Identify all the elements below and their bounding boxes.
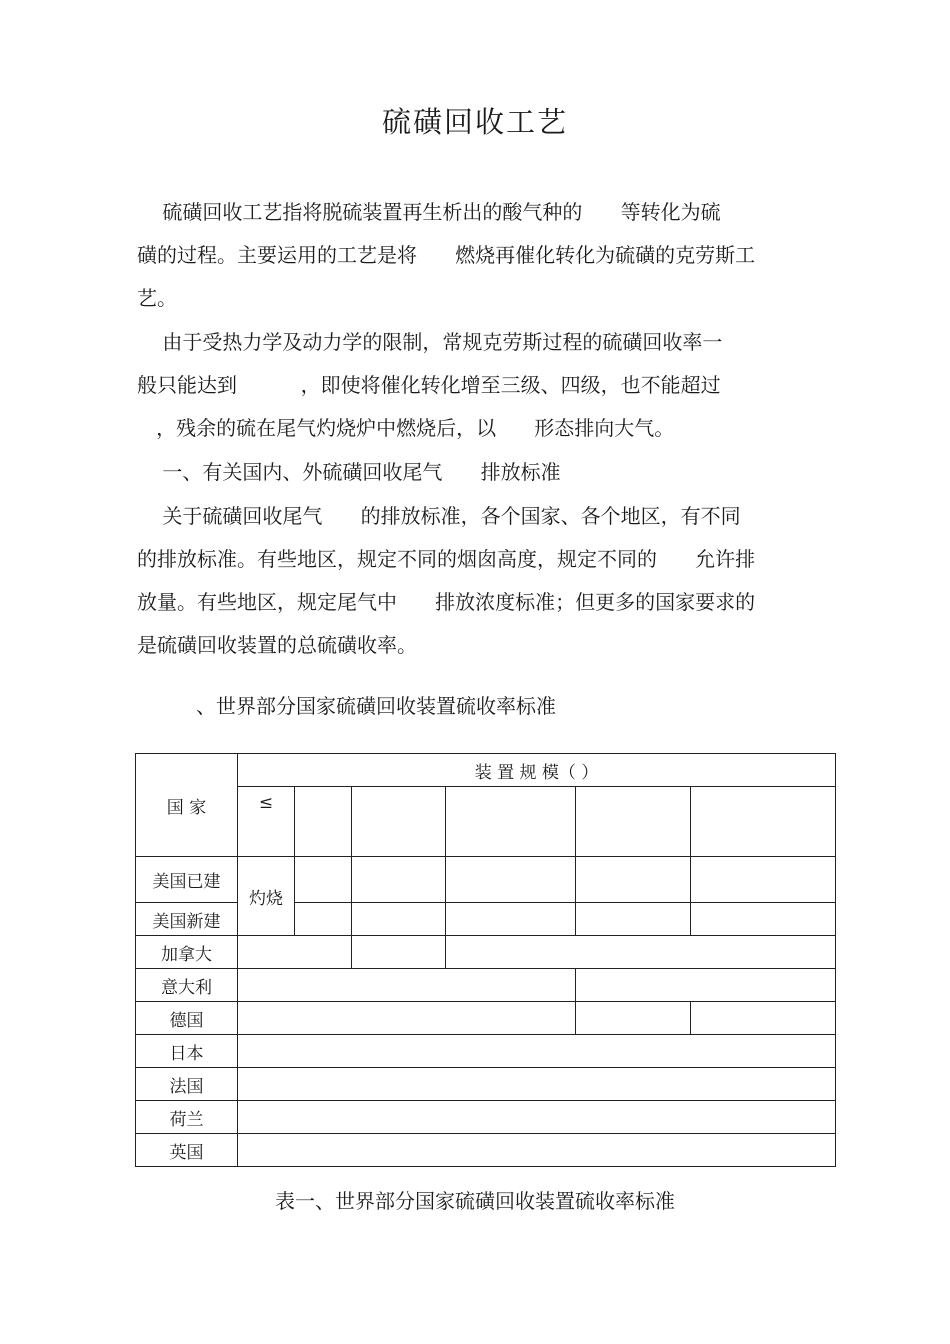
country-cell: 日本	[136, 1035, 238, 1068]
paragraph-line: 艺。	[137, 286, 177, 310]
table-cell	[576, 969, 836, 1002]
country-cell: 意大利	[136, 969, 238, 1002]
paragraph-line: 由于受热力学及动力学的限制，常规克劳斯过程的硫磺回收率一	[137, 330, 723, 354]
country-cell: 美国新建	[136, 903, 238, 936]
table-cell	[446, 787, 576, 857]
paragraph-line: 关于硫磺回收尾气 的排放标准，各个国家、各个地区，有不同	[137, 504, 741, 528]
table-cell	[238, 936, 352, 969]
table-cell	[446, 903, 576, 936]
paragraph-line: 一、有关国内、外硫磺回收尾气 排放标准	[137, 460, 561, 484]
table-cell	[576, 903, 691, 936]
table-cell	[691, 787, 836, 857]
country-cell: 美国已建	[136, 857, 238, 903]
paragraph-line: ，残余的硫在尾气灼烧炉中燃烧后，以 形态排向大气。	[137, 416, 675, 440]
country-cell: 英国	[136, 1134, 238, 1167]
table-cell	[576, 787, 691, 857]
country-cell: 法国	[136, 1068, 238, 1101]
country-header-cell: 国 家	[136, 754, 238, 857]
table-cell	[238, 1101, 836, 1134]
table-cell	[295, 857, 352, 903]
burn-label-cell: 灼烧	[238, 857, 295, 936]
paragraph-line: 放量。有些地区，规定尾气中 排放浓度标准；但更多的国家要求的	[137, 590, 756, 614]
paragraph-line: 是硫磺回收装置的总硫磺收率。	[137, 633, 417, 657]
table-cell	[352, 936, 446, 969]
paragraph-line: 硫磺回收工艺指将脱硫装置再生析出的酸气种的 等转化为硫	[137, 200, 721, 224]
table-cell	[238, 1002, 576, 1035]
paragraph-line: 磺的过程。主要运用的工艺是将 燃烧再催化转化为硫磺的克劳斯工	[137, 243, 756, 267]
table-caption: 表一、世界部分国家硫磺回收装置硫收率标准	[275, 1189, 675, 1213]
table-cell	[691, 903, 836, 936]
scale-header-cell: 装 置 规 模（ ）	[238, 754, 836, 787]
table-cell	[295, 787, 352, 857]
table-cell	[238, 1035, 836, 1068]
document-title: 硫磺回收工艺	[381, 105, 568, 139]
table-cell	[576, 857, 691, 903]
country-cell: 加拿大	[136, 936, 238, 969]
section-heading: 、世界部分国家硫磺回收装置硫收率标准	[196, 694, 556, 718]
table-cell	[691, 1002, 836, 1035]
country-cell: 荷兰	[136, 1101, 238, 1134]
table-cell	[446, 936, 836, 969]
table-cell	[295, 903, 352, 936]
le-symbol-cell: ≤	[238, 787, 295, 857]
table-cell	[576, 1002, 691, 1035]
paragraph-line: 的排放标准。有些地区，规定不同的烟囱高度，规定不同的 允许排	[137, 547, 756, 571]
table-cell	[352, 903, 446, 936]
table-cell	[446, 857, 576, 903]
table-cell	[238, 969, 576, 1002]
table-cell	[238, 1068, 836, 1101]
table-cell	[352, 857, 446, 903]
table-cell	[238, 1134, 836, 1167]
paragraph-line: 般只能达到 ，即使将催化转化增至三级、四级，也不能超过	[137, 373, 721, 397]
country-cell: 德国	[136, 1002, 238, 1035]
table-cell	[352, 787, 446, 857]
table-cell	[691, 857, 836, 903]
recovery-standard-table	[135, 753, 836, 1167]
